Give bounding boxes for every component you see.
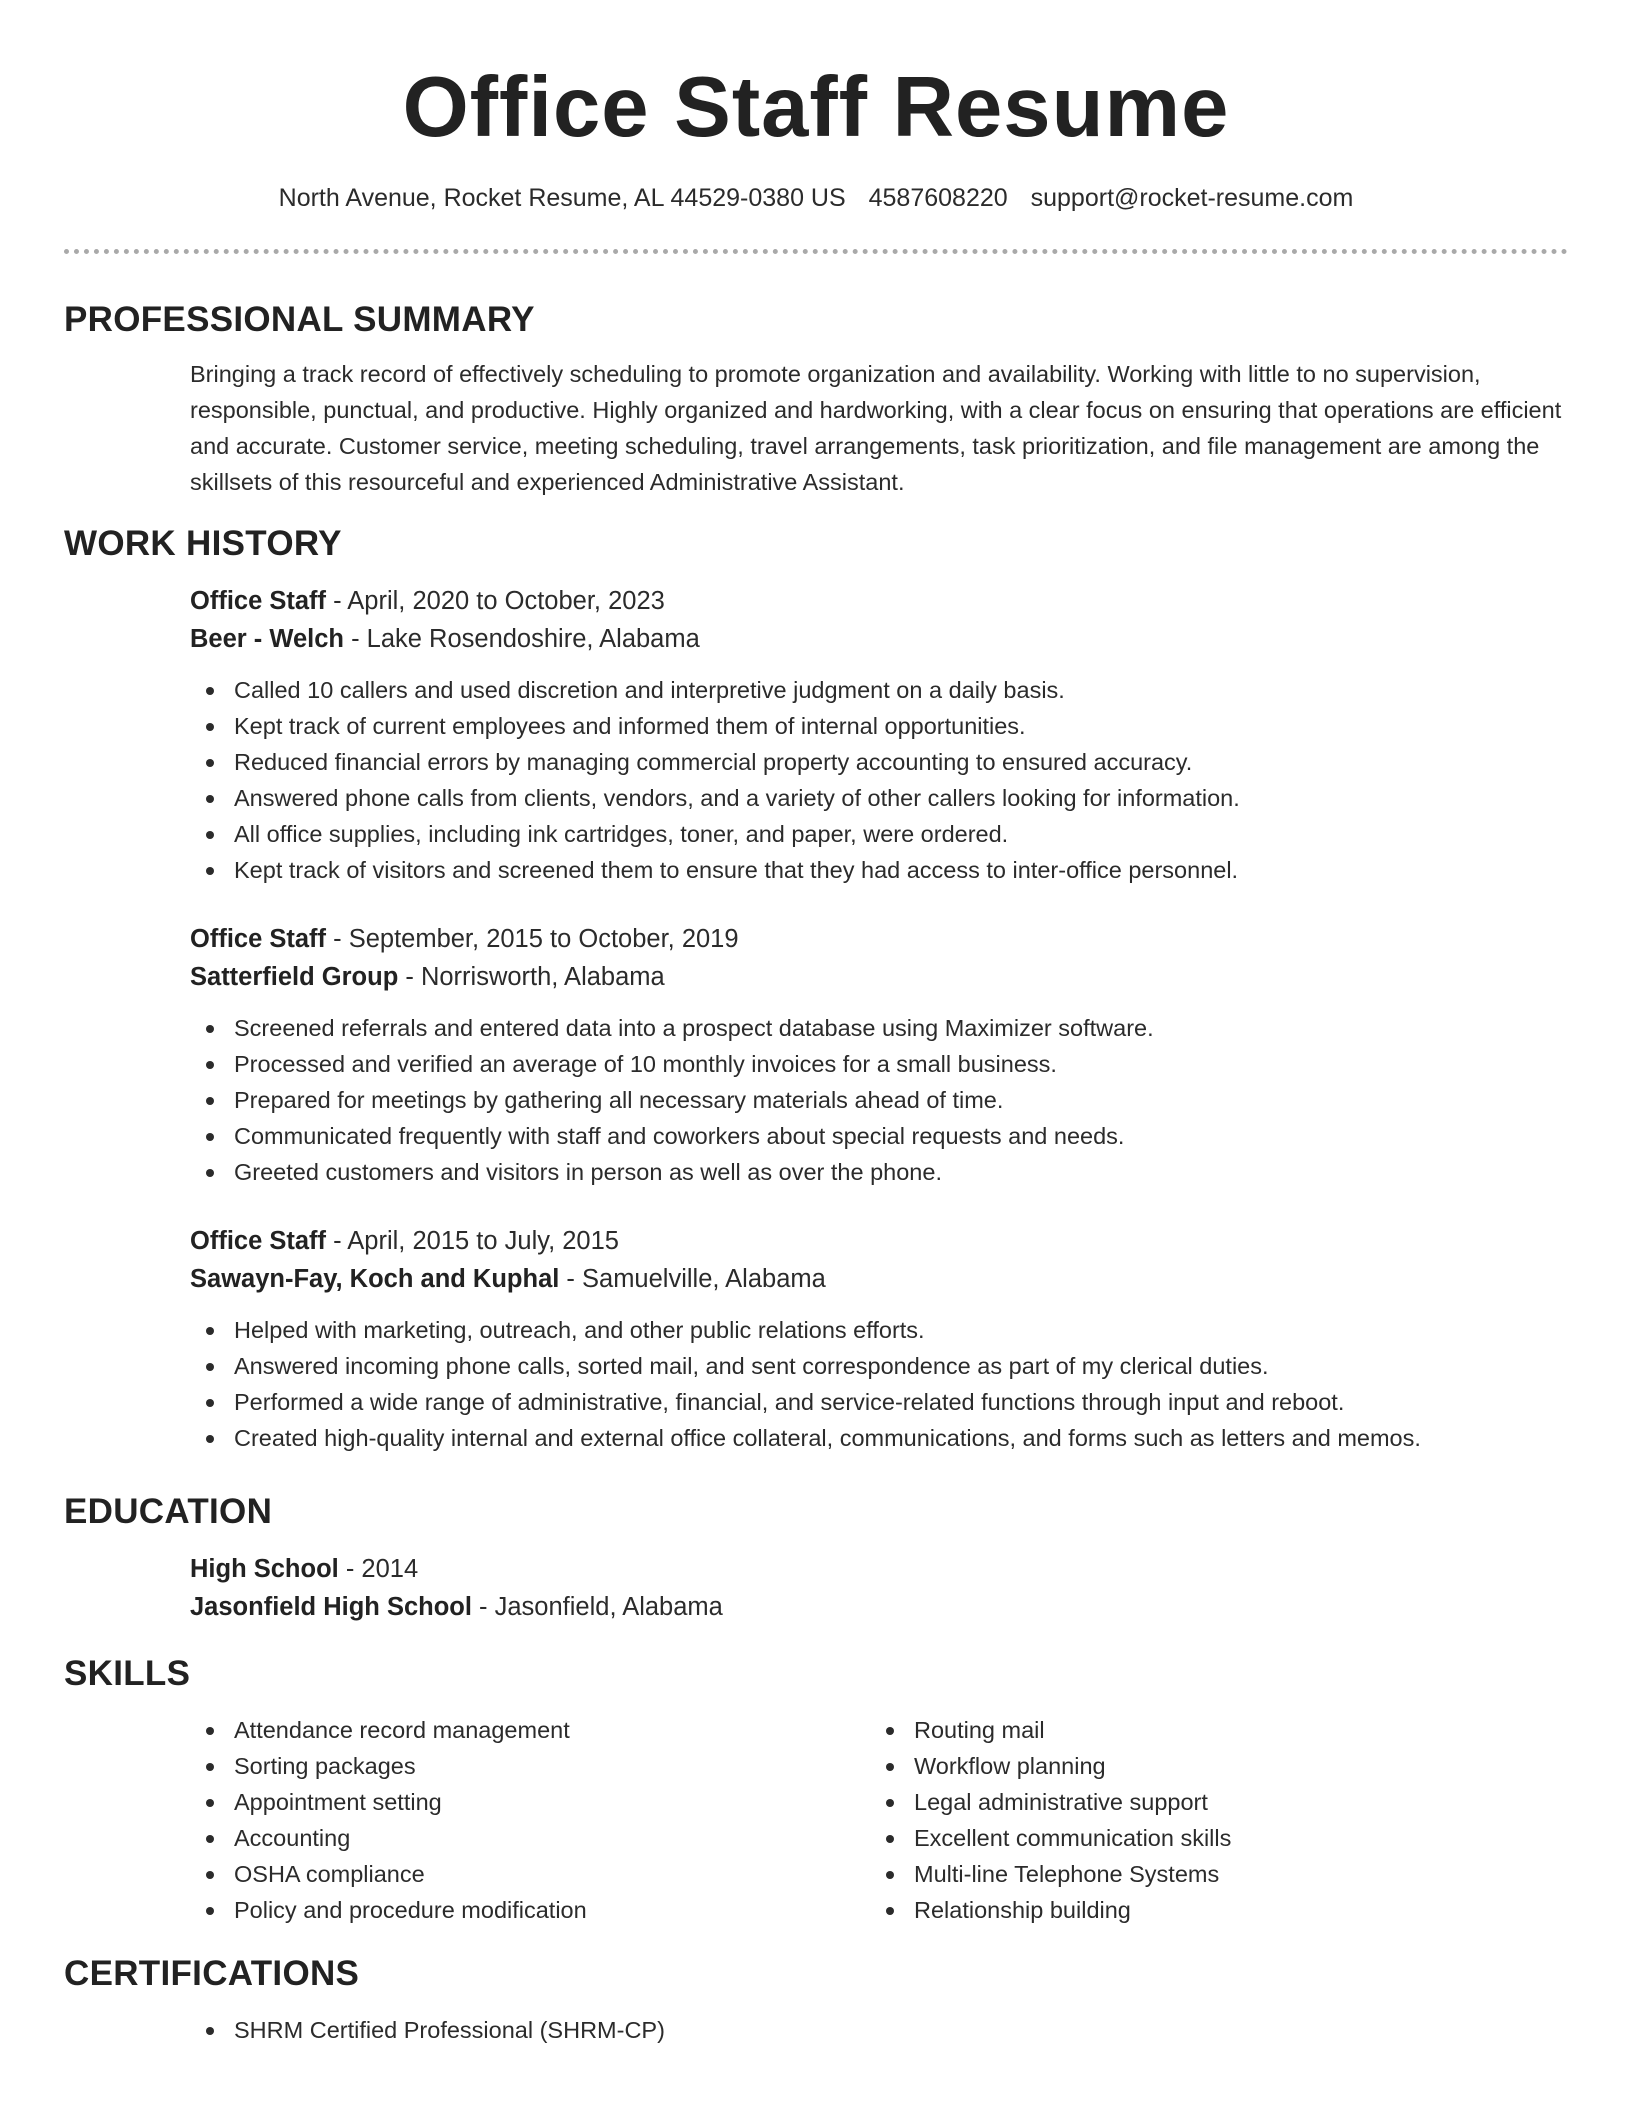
list-item: All office supplies, including ink cartridges, toner, and paper, were ordered.: [190, 816, 1568, 852]
job-company-line: [190, 958, 1568, 996]
job-role: Office Staff: [190, 925, 327, 953]
job-company: Beer - Welch: [190, 625, 344, 653]
contact-line: [0, 180, 1632, 216]
list-item: Routing mail: [870, 1712, 1550, 1748]
job-role: Office Staff: [190, 1227, 327, 1255]
list-item: SHRM Certified Professional (SHRM-CP): [190, 2012, 1568, 2048]
job-title-line: [190, 920, 1568, 958]
job-title-line: [190, 1222, 1568, 1260]
email: support@rocket-resume.com: [1030, 184, 1354, 212]
job-dates: - September, 2015 to October, 2019: [326, 925, 739, 953]
list-item: Kept track of visitors and screened them to ensure that they had access to inter-office personnel.: [190, 852, 1568, 888]
list-item: Processed and verified an average of 10 monthly invoices for a small business.: [190, 1046, 1568, 1082]
skills-column-left: [190, 1712, 870, 1928]
list-item: Multi-line Telephone Systems: [870, 1856, 1550, 1892]
education-heading: EDUCATION: [64, 1492, 273, 1531]
list-item: Helped with marketing, outreach, and other public relations efforts.: [190, 1312, 1568, 1348]
address: North Avenue, Rocket Resume, AL 44529-0380 US: [278, 184, 846, 212]
job-company: Satterfield Group: [190, 963, 399, 991]
summary-text: Bringing a track record of effectively scheduling to promote organization and availability. Working with little to no supervision, responsible, punctual, and productive. Highly organized and hardworking, with a clear focus on ensuring that operations are efficient and accurate. Customer service, meeting scheduling, travel arrangements, task prioritization, and file management are among the skillsets of this resourceful and experienced Administrative Assistant.: [190, 361, 1562, 495]
skills-column-right: [870, 1712, 1550, 1928]
resume-content: [64, 296, 1568, 2080]
list-item: Greeted customers and visitors in person as well as over the phone.: [190, 1154, 1568, 1190]
list-item: Attendance record management: [190, 1712, 870, 1748]
job-entry: [190, 1222, 1568, 1456]
graduation-year: - 2014: [338, 1555, 419, 1583]
list-item: Communicated frequently with staff and coworkers about special requests and needs.: [190, 1118, 1568, 1154]
school-name: Jasonfield High School: [190, 1593, 472, 1621]
job-duties: [190, 1312, 1568, 1456]
header-divider: [64, 249, 1568, 254]
skills-list: [870, 1712, 1550, 1928]
school-location: - Jasonfield, Alabama: [471, 1593, 723, 1621]
work-history-heading: WORK HISTORY: [64, 524, 342, 563]
job-location: - Lake Rosendoshire, Alabama: [344, 625, 700, 653]
list-item: Prepared for meetings by gathering all necessary materials ahead of time.: [190, 1082, 1568, 1118]
list-item: Kept track of current employees and informed them of internal opportunities.: [190, 708, 1568, 744]
list-item: Appointment setting: [190, 1784, 870, 1820]
education-entry: [190, 1550, 1568, 1626]
job-duties: [190, 1010, 1568, 1190]
list-item: Called 10 callers and used discretion and interpretive judgment on a daily basis.: [190, 672, 1568, 708]
degree: High School: [190, 1555, 339, 1583]
job-location: - Norrisworth, Alabama: [398, 963, 665, 991]
list-item: Legal administrative support: [870, 1784, 1550, 1820]
job-company-line: [190, 620, 1568, 658]
job-entry: [190, 582, 1568, 888]
job-entry: [190, 920, 1568, 1190]
skills-heading: SKILLS: [64, 1654, 191, 1693]
job-location: - Samuelville, Alabama: [559, 1265, 826, 1293]
list-item: OSHA compliance: [190, 1856, 870, 1892]
list-item: Relationship building: [870, 1892, 1550, 1928]
job-company: Sawayn-Fay, Koch and Kuphal: [190, 1265, 560, 1293]
certifications-list: [190, 2012, 1568, 2048]
skills-grid: [190, 1712, 1568, 1928]
resume-title: Office Staff Resume: [402, 60, 1230, 155]
job-title-line: [190, 582, 1568, 620]
summary-heading: PROFESSIONAL SUMMARY: [64, 300, 535, 339]
school-line: [190, 1588, 1568, 1626]
list-item: Sorting packages: [190, 1748, 870, 1784]
list-item: Performed a wide range of administrative, financial, and service-related functions through input and reboot.: [190, 1384, 1568, 1420]
list-item: Screened referrals and entered data into a prospect database using Maximizer software.: [190, 1010, 1568, 1046]
degree-line: [190, 1550, 1568, 1588]
phone: 4587608220: [868, 184, 1008, 212]
list-item: Reduced financial errors by managing commercial property accounting to ensured accuracy.: [190, 744, 1568, 780]
list-item: Created high-quality internal and external office collateral, communications, and forms such as letters and memos.: [190, 1420, 1568, 1456]
list-item: Workflow planning: [870, 1748, 1550, 1784]
job-dates: - April, 2020 to October, 2023: [326, 587, 665, 615]
list-item: Policy and procedure modification: [190, 1892, 870, 1928]
list-item: Accounting: [190, 1820, 870, 1856]
job-dates: - April, 2015 to July, 2015: [326, 1227, 619, 1255]
list-item: Answered phone calls from clients, vendors, and a variety of other callers looking for information.: [190, 780, 1568, 816]
list-item: Answered incoming phone calls, sorted mail, and sent correspondence as part of my clerical duties.: [190, 1348, 1568, 1384]
job-company-line: [190, 1260, 1568, 1298]
job-role: Office Staff: [190, 587, 327, 615]
list-item: Excellent communication skills: [870, 1820, 1550, 1856]
certifications-heading: CERTIFICATIONS: [64, 1954, 360, 1993]
skills-list: [190, 1712, 870, 1928]
job-duties: [190, 672, 1568, 888]
